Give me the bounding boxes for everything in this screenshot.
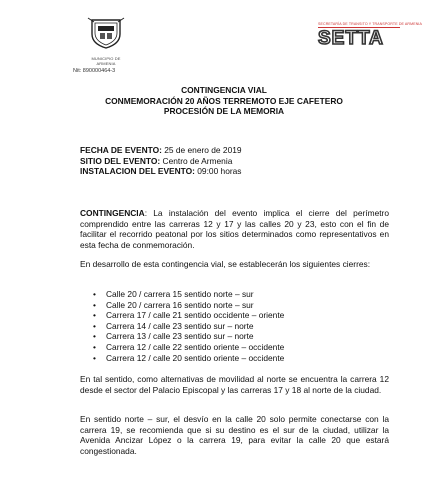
setta-logo-caption: SECRETARÍA DE TRANSITO Y TRANSPORTE DE ARMENIA [318,22,422,26]
list-item: • Carrera 14 / calle 23 sentido sur – norte [93,320,254,331]
list-item: • Carrera 12 / calle 20 sentido oriente – occidente [93,352,285,363]
logo-caption: MUNICIPIO DE ARMENIA [91,56,121,66]
list-item: • Carrera 17 / calle 21 sentido occidente – oriente [93,310,285,321]
setta-wordmark: SETTA [318,28,384,49]
event-place-label: SITIO DEL EVENTO: [80,155,161,166]
event-place [80,156,242,167]
document-title [0,85,448,117]
list-item: • Calle 20 / carrera 16 sentido norte – sur [93,299,254,310]
bullet-icon: • [93,310,96,321]
contingencia-paragraph [80,208,389,250]
bullet-icon: • [93,299,96,310]
event-info [80,145,242,177]
event-setup-label: INSTALACION DEL EVENTO: [80,166,195,177]
event-date-value: 25 de enero de 2019 [161,145,242,155]
event-setup [80,166,242,177]
setta-logo [318,22,422,49]
bullet-icon: • [93,320,96,331]
list-item: • Carrera 13 / calle 23 sentido sur – norte [93,331,254,342]
event-place-value: Centro de Armenia [160,155,233,166]
bullet-icon: • [93,331,96,342]
event-date-label: FECHA DE EVENTO: [80,145,162,155]
contingencia-text: : La instalación del evento implica el cierre del perímetro comprendido entre las carreras 12 y 17 y las calles 20 y 23, esto con el fin de facilitar el recorrido peatonal por los sitios determinados como representativos en esta fecha de conmemoración. [80,208,389,250]
cierres-list [80,289,284,363]
title-line-1: CONTINGENCIA VIAL [181,85,267,95]
nit-number: Nit: 890000464-3 [73,68,116,74]
municipio-logo [86,16,126,66]
list-item: • Carrera 12 / calle 22 sentido oriente – occidente [93,341,285,352]
title-line-2: CONMEMORACIÓN 20 AÑOS TERREMOTO EJE CAFETERO [105,95,343,106]
event-setup-value: 09:00 horas [194,166,242,177]
contingencia-label: CONTINGENCIA [80,208,145,218]
alternativas-paragraph: En tal sentido, como alternativas de movilidad al norte se encuentra la carrera 12 desde el sector del Palacio Episcopal y las carreras 17 y 18 al norte de la ciudad. [80,374,389,395]
coat-of-arms-icon [86,16,126,50]
sentido-norte-sur-paragraph: En sentido norte – sur, el desvío en la calle 20 solo permite conectarse con la carrera 19, se recomienda que si su destino es el sur de la ciudad, utilizar la Avenida Ancizar López o la carrera 19, para evitar la calle 20 que estará congestionada. [80,414,389,456]
bullet-icon: • [93,352,96,363]
cierres-intro: En desarrollo de esta contingencia vial, se establecerán los siguientes cierres: [80,259,371,269]
bullet-icon: • [93,341,96,352]
bullet-icon: • [93,289,96,299]
list-item: • Calle 20 / carrera 15 sentido norte – sur [93,289,254,299]
event-date [80,145,242,156]
title-line-3: PROCESIÓN DE LA MEMORIA [163,106,285,117]
